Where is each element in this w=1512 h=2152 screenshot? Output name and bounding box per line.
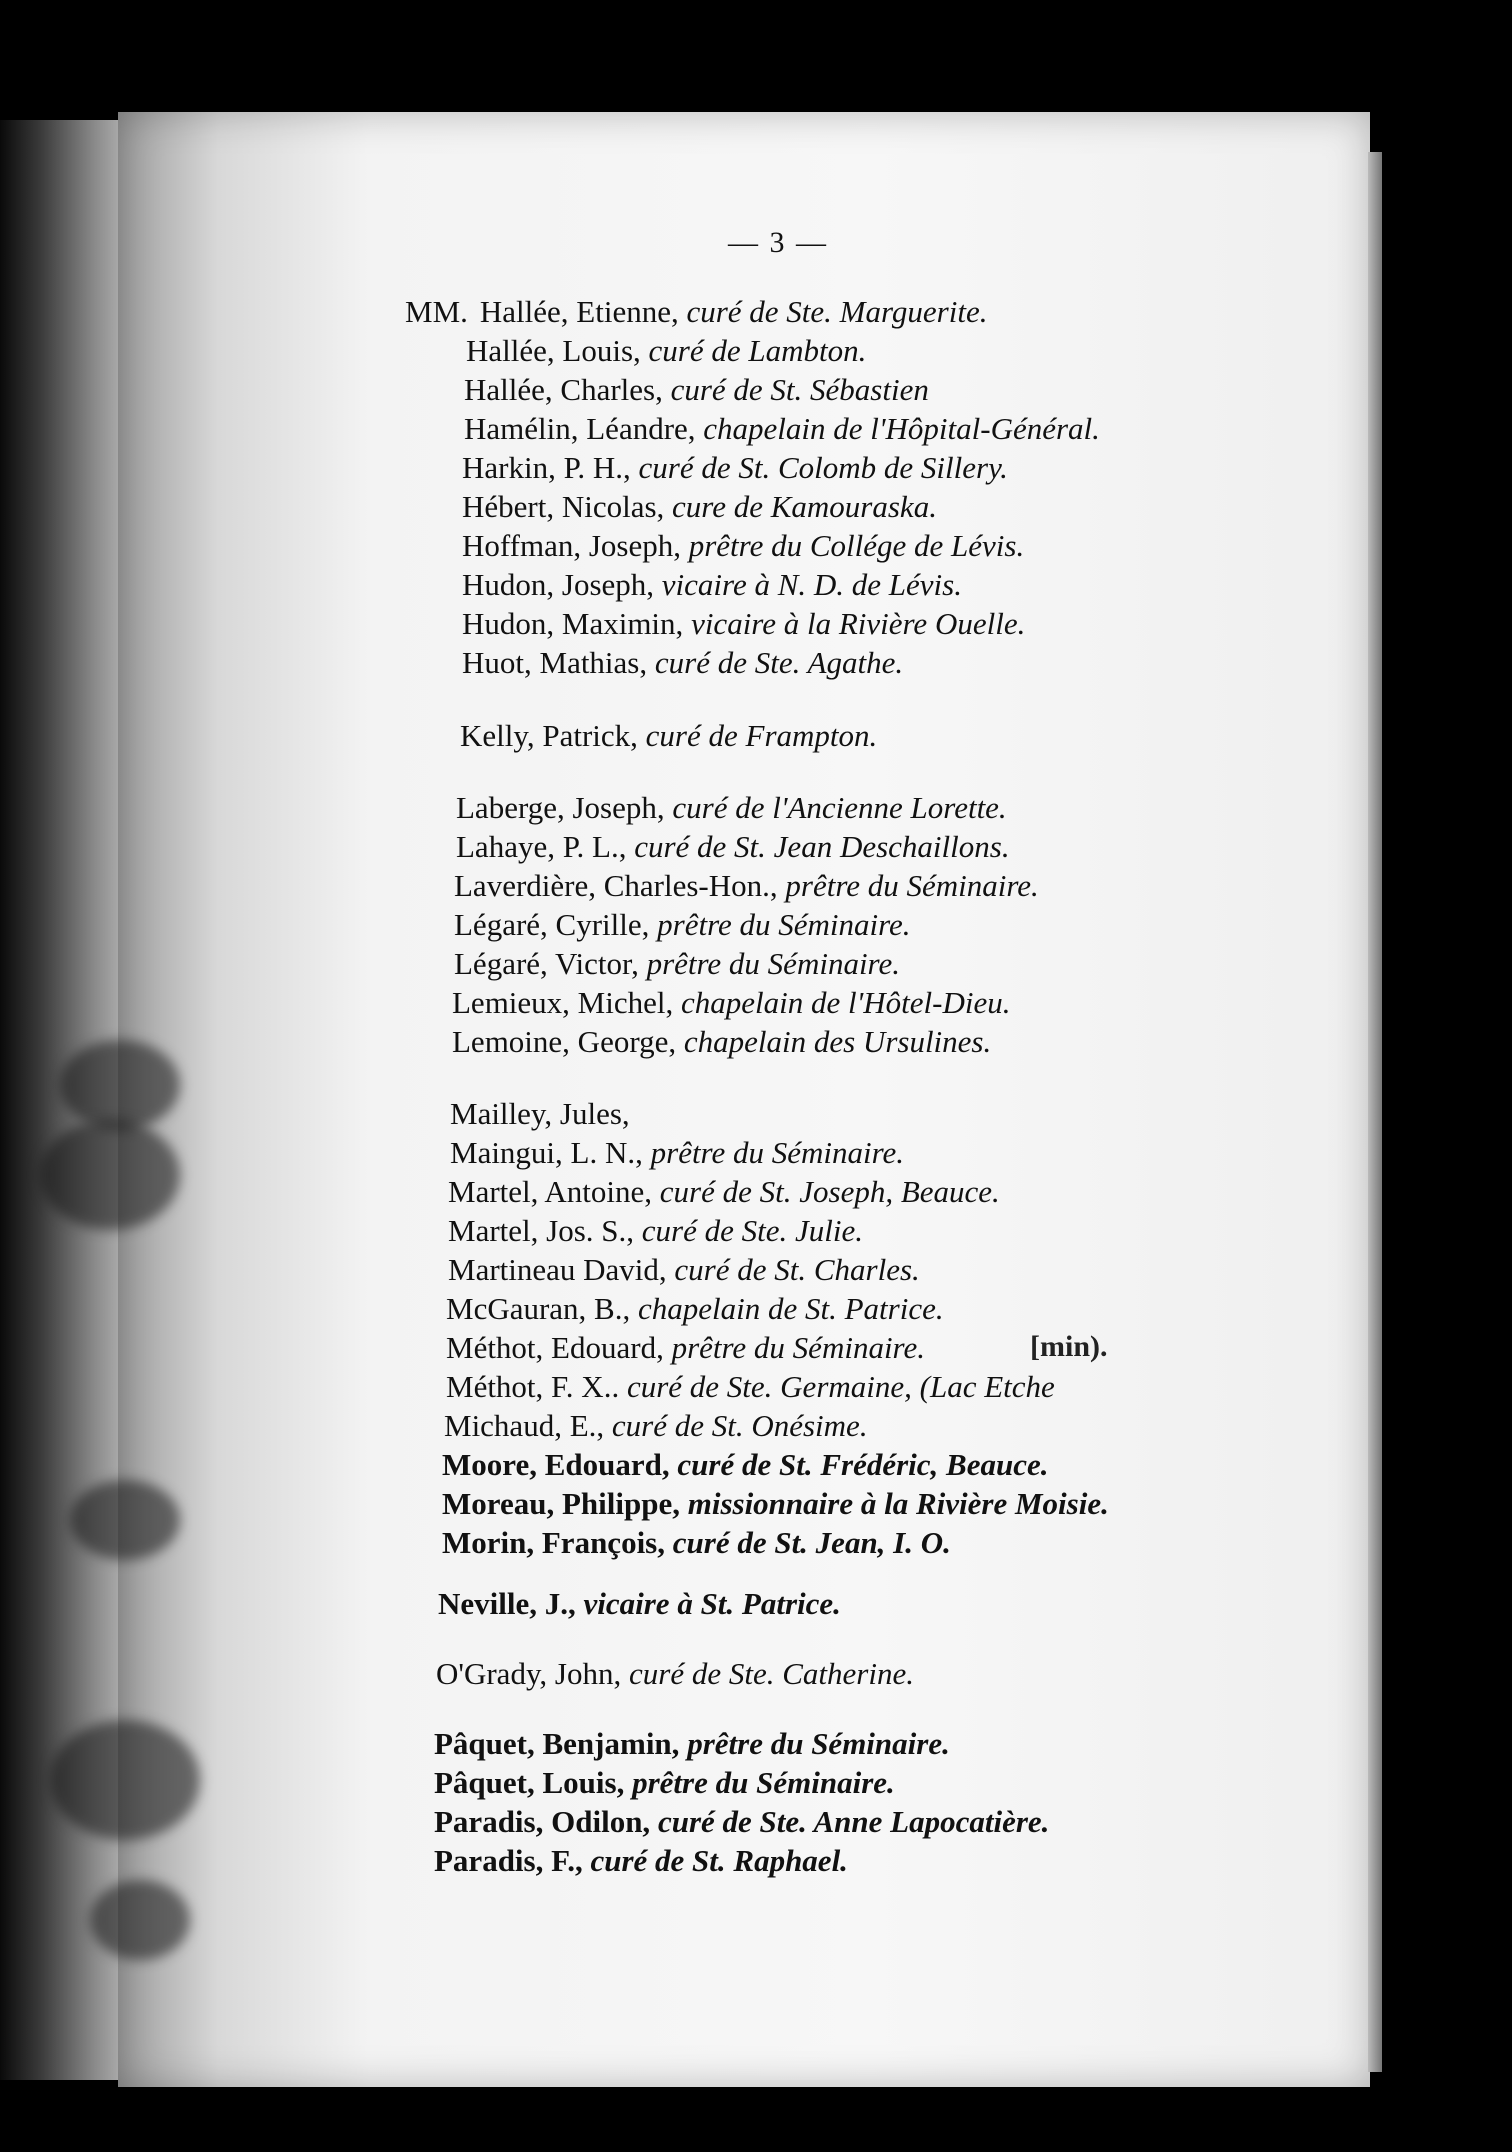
- list-item: [454, 905, 911, 945]
- entry-name: Hamélin, Léandre,: [464, 411, 696, 446]
- entry-name: Moreau, Philippe,: [442, 1486, 680, 1521]
- list-item: [456, 788, 1007, 828]
- list-item: [460, 716, 877, 756]
- entry-role: chapelain de l'Hôpital-Général.: [703, 411, 1100, 446]
- list-item: [448, 1211, 863, 1251]
- entry-role: curé de Lambton.: [648, 333, 867, 368]
- entry-name: Paradis, F.,: [434, 1843, 583, 1878]
- list-item: [446, 1367, 1055, 1407]
- entry-role: curé de Ste. Marguerite.: [686, 294, 988, 329]
- list-item: [436, 1654, 914, 1694]
- entry-name: Hallée, Charles,: [464, 372, 663, 407]
- entry-role: prêtre du Séminaire.: [785, 868, 1039, 903]
- list-item: [464, 409, 1100, 449]
- entry-role: curé de St. Sébastien: [670, 372, 929, 407]
- entry-name: Mailley, Jules,: [450, 1096, 630, 1131]
- entry-name: Hudon, Maximin,: [462, 606, 684, 641]
- entry-name: Paradis, Odilon,: [434, 1804, 651, 1839]
- entry-name: Moore, Edouard,: [442, 1447, 670, 1482]
- list-item: [462, 448, 1008, 488]
- list-item: [464, 370, 929, 410]
- list-item: [434, 1724, 950, 1764]
- list-item: [448, 1250, 920, 1290]
- entry-name: Morin, François,: [442, 1525, 665, 1560]
- list-item: [442, 1523, 951, 1563]
- list-item: [454, 944, 900, 984]
- list-item: [462, 643, 903, 683]
- list-item: [462, 604, 1025, 644]
- entry-role: curé de l'Ancienne Lorette.: [672, 790, 1007, 825]
- entry-name: Laberge, Joseph,: [456, 790, 665, 825]
- entry-role: curé de Ste. Germaine, (Lac Etche: [626, 1369, 1055, 1404]
- list-item: [446, 1289, 944, 1329]
- entry-name: Harkin, P. H.,: [462, 450, 631, 485]
- list-item: [456, 827, 1010, 867]
- list-item: [452, 1022, 991, 1062]
- entry-name: Hoffman, Joseph,: [462, 528, 681, 563]
- list-item: [462, 526, 1024, 566]
- list-item: [454, 866, 1039, 906]
- list-item: [442, 1484, 1109, 1524]
- entry-name: Kelly, Patrick,: [460, 718, 638, 753]
- entry-role: vicaire à N. D. de Lévis.: [661, 567, 962, 602]
- entry-role: curé de St. Colomb de Sillery.: [638, 450, 1008, 485]
- entry-name: Méthot, F. X..: [446, 1369, 620, 1404]
- entry-name: Lahaye, P. L.,: [456, 829, 627, 864]
- list-item: [466, 331, 866, 371]
- entry-role: prêtre du Séminaire.: [632, 1765, 895, 1800]
- list-item: [434, 1802, 1049, 1842]
- entry-role: vicaire à St. Patrice.: [583, 1586, 841, 1621]
- entry-name: Martel, Antoine,: [448, 1174, 653, 1209]
- entry-role: cure de Kamouraska.: [672, 489, 937, 524]
- entry-role: curé de Frampton.: [645, 718, 878, 753]
- entry-role: curé de Ste. Julie.: [641, 1213, 863, 1248]
- entry-role: curé de Ste. Agathe.: [654, 645, 904, 680]
- entry-name: Légaré, Victor,: [454, 946, 639, 981]
- list-item: [462, 487, 937, 527]
- list-item: [405, 292, 987, 332]
- entry-role: vicaire à la Rivière Ouelle.: [691, 606, 1026, 641]
- page-number: — 3 —: [728, 226, 828, 259]
- entry-role: missionnaire à la Rivière Moisie.: [687, 1486, 1109, 1521]
- entry-role: chapelain des Ursulines.: [683, 1024, 992, 1059]
- list-item: [444, 1406, 868, 1446]
- entry-name: Légaré, Cyrille,: [454, 907, 650, 942]
- entry-name: Méthot, Edouard,: [446, 1330, 664, 1365]
- entry-name: Huot, Mathias,: [462, 645, 648, 680]
- entry-role: curé de St. Joseph, Beauce.: [659, 1174, 1000, 1209]
- list-item: [446, 1328, 925, 1368]
- entry-name: Neville, J.,: [438, 1586, 576, 1621]
- list-item: [442, 1445, 1048, 1485]
- entry-name: Pâquet, Louis,: [434, 1765, 625, 1800]
- entry-name: Laverdière, Charles-Hon.,: [454, 868, 778, 903]
- list-item: [448, 1172, 1000, 1212]
- entry-role: prêtre du Séminaire.: [671, 1330, 925, 1365]
- entry-name: Lemieux, Michel,: [452, 985, 674, 1020]
- entry-name: Maingui, L. N.,: [450, 1135, 643, 1170]
- entry-role: chapelain de l'Hôtel-Dieu.: [681, 985, 1011, 1020]
- entry-name: Michaud, E.,: [444, 1408, 605, 1443]
- entry-role: curé de St. Jean, I. O.: [672, 1525, 951, 1560]
- entry-role: prêtre du Séminaire.: [657, 907, 911, 942]
- margin-note: [min).: [1030, 1330, 1108, 1363]
- entry-role: prêtre du Séminaire.: [646, 946, 900, 981]
- entry-name: Pâquet, Benjamin,: [434, 1726, 680, 1761]
- entry-role: curé de St. Frédéric, Beauce.: [677, 1447, 1049, 1482]
- list-item: [450, 1133, 904, 1173]
- list-item: [434, 1763, 895, 1803]
- entry-name: Hébert, Nicolas,: [462, 489, 665, 524]
- entry-role: curé de Ste. Catherine.: [629, 1656, 914, 1691]
- entry-role: chapelain de St. Patrice.: [637, 1291, 944, 1326]
- entry-name: Martineau David,: [448, 1252, 667, 1287]
- list-item: [438, 1584, 841, 1624]
- entry-name: Hudon, Joseph,: [462, 567, 655, 602]
- entry-name: Hallée, Louis,: [466, 333, 641, 368]
- list-item: [452, 983, 1010, 1023]
- list-item: [462, 565, 962, 605]
- entry-prefix: MM.: [405, 294, 468, 329]
- entry-role: curé de St. Charles.: [674, 1252, 920, 1287]
- entry-role: curé de St. Onésime.: [611, 1408, 868, 1443]
- entry-role: prêtre du Séminaire.: [687, 1726, 950, 1761]
- list-item: [450, 1094, 630, 1134]
- entry-role: curé de St. Raphael.: [590, 1843, 848, 1878]
- entry-name: Martel, Jos. S.,: [448, 1213, 634, 1248]
- entry-role: prêtre du Collége de Lévis.: [688, 528, 1025, 563]
- entry-name: McGauran, B.,: [446, 1291, 631, 1326]
- entry-role: curé de St. Jean Deschaillons.: [634, 829, 1010, 864]
- entry-role: prêtre du Séminaire.: [650, 1135, 905, 1170]
- entry-name: Lemoine, George,: [452, 1024, 677, 1059]
- entry-name: O'Grady, John,: [436, 1656, 622, 1691]
- list-item: [434, 1841, 848, 1881]
- entry-name: Hallée, Etienne,: [479, 294, 679, 329]
- entry-role: curé de Ste. Anne Lapocatière.: [657, 1804, 1050, 1839]
